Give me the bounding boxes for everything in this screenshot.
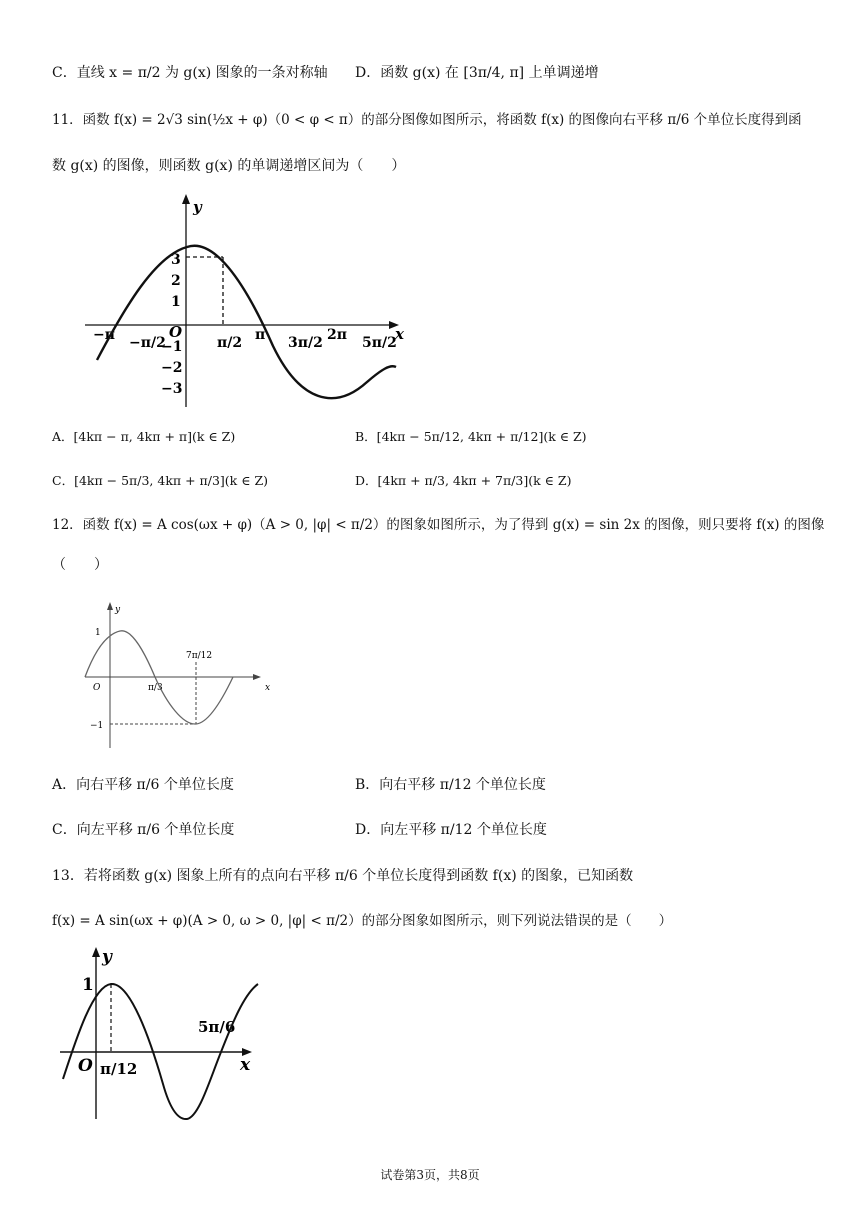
- q10-option-d: D．函数 g(x) 在 [3π/4, π] 上单调递增: [355, 65, 599, 81]
- page-footer: 试卷第3页，共8页: [380, 1168, 480, 1182]
- q12-option-d: D．向左平移 π/12 个单位长度: [355, 822, 547, 838]
- q12-xtick-7pi12: 7π/12: [186, 651, 213, 661]
- q11-ytick-2: 2: [171, 273, 181, 289]
- q13-figure: [58, 944, 268, 1124]
- q11-stem-line1: 11．函数 f(x) = 2√3 sin(½x + φ)（0 < φ < π）的部分图像如图所示，将函数 f(x) 的图像向右平移 π/6 个单位长度得到函: [52, 112, 802, 128]
- q11-ytick-neg2: −2: [161, 360, 183, 376]
- q13-ytick-1: 1: [82, 975, 94, 995]
- q11-xtick-pi: π: [255, 327, 266, 343]
- q12-y-label: y: [115, 605, 121, 615]
- q12-origin-label: O: [93, 683, 101, 693]
- q11-sine-curve: [97, 246, 396, 398]
- q13-stem-line2: f(x) = A sin(ωx + φ)(A > 0, ω > 0, |φ| < π/2）的部分图象如图所示，则下列说法错误的是（ ）: [52, 913, 673, 929]
- q13-x-label: x: [240, 1055, 251, 1075]
- q12-figure: [85, 600, 280, 750]
- q13-xtick-5pi6: 5π/6: [198, 1018, 236, 1036]
- q11-xtick-pi2: π/2: [217, 335, 243, 351]
- q12-option-c: C．向左平移 π/6 个单位长度: [52, 822, 235, 838]
- q13-stem-line1: 13．若将函数 g(x) 图象上所有的点向右平移 π/6 个单位长度得到函数 f(x) 的图象，已知函数: [52, 868, 634, 884]
- q11-option-a: A．[4kπ − π, 4kπ + π](k ∈ Z): [52, 429, 236, 444]
- q13-y-label: y: [102, 947, 112, 967]
- q12-ytick-neg1: −1: [90, 721, 104, 731]
- q11-xtick-2pi: 2π: [327, 327, 347, 343]
- q12-x-label: x: [265, 683, 271, 693]
- q11-ytick-1: 1: [171, 294, 181, 310]
- q11-ytick-neg3: −3: [161, 381, 183, 397]
- q11-xtick-3pi2: 3π/2: [288, 335, 323, 351]
- q11-xtick-neg-pi: −π: [93, 327, 115, 343]
- q11-stem-line2: 数 g(x) 的图像，则函数 g(x) 的单调递增区间为（ ）: [52, 158, 406, 174]
- q11-xtick-neg-pi2: −π/2: [129, 335, 166, 351]
- q10-option-c: C．直线 x = π/2 为 g(x) 图象的一条对称轴: [52, 65, 328, 81]
- q11-x-label: x: [395, 325, 404, 343]
- q13-origin-label: O: [78, 1056, 93, 1076]
- q11-option-b: B．[4kπ − 5π/12, 4kπ + π/12](k ∈ Z): [355, 429, 587, 444]
- q11-origin-label: O: [169, 323, 183, 341]
- q12-option-b: B．向右平移 π/12 个单位长度: [355, 777, 546, 793]
- q11-figure: [85, 192, 415, 407]
- q11-ytick-3: 3: [171, 252, 181, 268]
- q11-option-c: C．[4kπ − 5π/3, 4kπ + π/3](k ∈ Z): [52, 473, 269, 488]
- q12-xtick-pi3: π/3: [148, 683, 163, 693]
- q12-stem-line1: 12．函数 f(x) = A cos(ωx + φ)（A > 0, |φ| < π/2）的图象如图所示，为了得到 g(x) = sin 2x 的图像，则只要将 f(x) 的图像: [52, 517, 825, 533]
- q11-option-d: D．[4kπ + π/3, 4kπ + 7π/3](k ∈ Z): [355, 473, 572, 488]
- q13-xtick-pi12: π/12: [100, 1060, 138, 1078]
- q11-ytick-neg1: −1: [161, 339, 183, 355]
- q12-stem-line2: （ ）: [52, 557, 108, 573]
- q11-xtick-5pi2: 5π/2: [362, 335, 397, 351]
- q11-y-label: y: [193, 198, 202, 216]
- q12-option-a: A．向右平移 π/6 个单位长度: [52, 777, 234, 793]
- q12-ytick-1: 1: [95, 628, 101, 638]
